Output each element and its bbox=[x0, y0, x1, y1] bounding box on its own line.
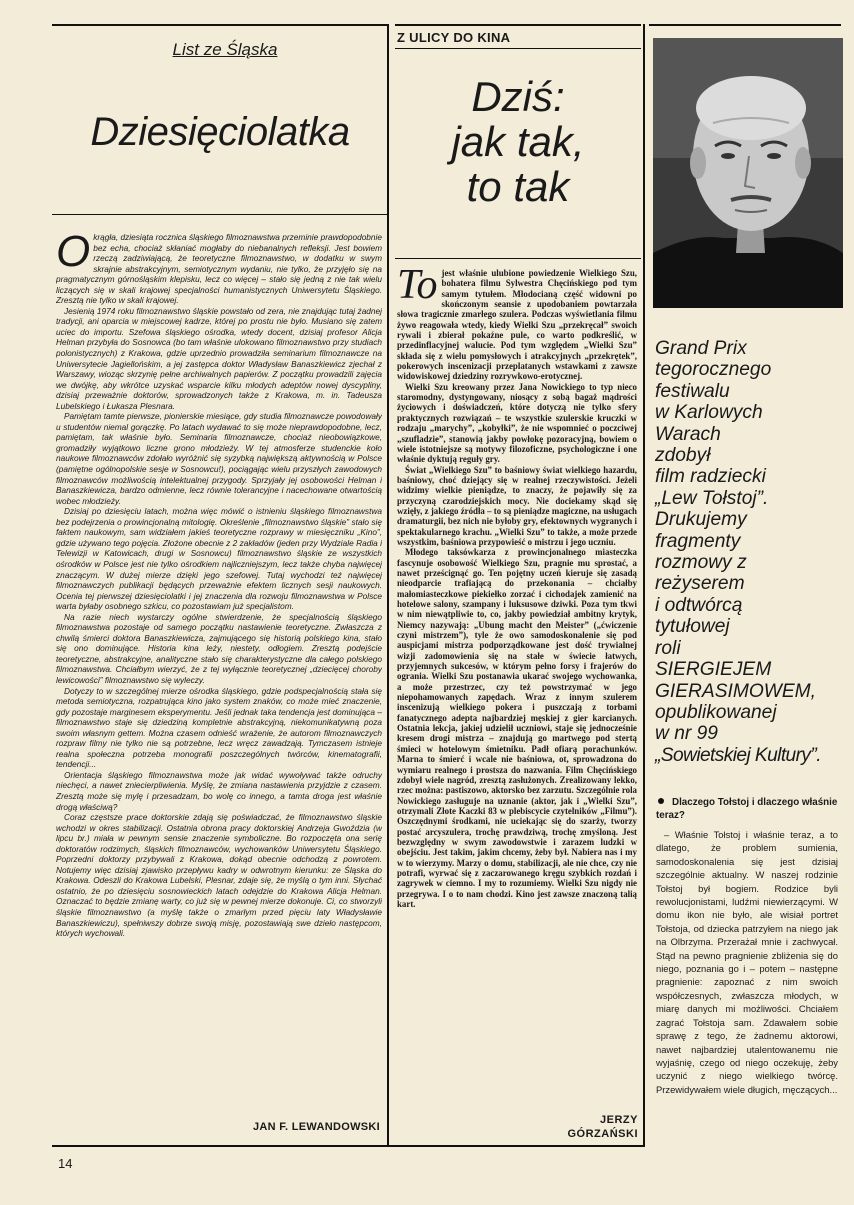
portrait-photo bbox=[653, 38, 843, 308]
title-line: to tak bbox=[466, 163, 570, 210]
top-rule-middle bbox=[395, 24, 641, 26]
paragraph: Świat „Wielkiego Szu” to baśniowy świat wielkiego hazardu, baśniowy, choć dziejący się w realnej rzeczywistości. Jeżeli widzimy wielkie pieniądze, to znaczy, że pojawiły się za przyczyną czarodziejskich mocy. Nie dociekamy skąd się wzięły, z jakiego źródła – to są pieniądze magiczne, na usługach dramaturgii, bez nich nie byłoby gry, efektownych wygranych i spektakularnego krachu. „Wielki Szu” to także, a może przede wszystkim, baśniowa przypowieść o mistrzu i jego uczniu. bbox=[397, 464, 637, 547]
headline-line: „Lew Tołstoj”. bbox=[655, 487, 769, 509]
column-divider-left bbox=[387, 24, 389, 1146]
section-label-underline bbox=[395, 48, 641, 49]
column-divider-right bbox=[643, 24, 645, 1146]
top-rule-left bbox=[52, 24, 388, 26]
headline-line: „Sowietskiej Kultury”. bbox=[655, 744, 821, 766]
author-signature bbox=[520, 1113, 638, 1141]
paragraph: Pamiętam tamte pierwsze, pionierskie miesiące, gdy studia filmoznawcze powodowały u studentów niemal gorączkę. Po latach wydawać to się może nieprawdopodobne, lecz, pamiętam, tak właśnie było. Seminaria filmoznawcze, chociaż nieobowiązkowe, gromadziły wyjątkowo liczne grono młodzieży. W tej atmosferze studenckie koło naukowe filmoznawców zdołało wyróżnić się syzybką największą aktywnością w Polsce (pamiętne ogólnopolskie sesje w Sosnowcu!), pociągając wielu przyszłych zawodowych filmoznawców możliwością intelektualnej przygody. Sprzyjały jej osobowości Helman i Banaszkiewicza, bardzo odmienne, lecz równie tolerancyjne i nacechowane otwartością wobec młodzieży. bbox=[56, 411, 382, 506]
paragraph: Dzisiaj po dziesięciu latach, można więc mówić o istnieniu śląskiego filmoznawstwa bez podejrzenia o prowincjonalną mitologię. Określenie „filmoznawstwo śląskie” stało się faktem naukowym, sam widziałem jakieś teoretyczne rozprawy w miesięczniku „Kino”, gdzie używano tego pojęcia. Złożone obecnie z 2 zakładów (jeden przy Wydziale Radia i Telewizji w Katowicach, drugi w Sosnowcu) filmoznawstwo śląskie ze wszystkich ośrodków w Polsce jest nie tylko ośrodkiem najliczniejszym, lecz także chyba najwięcej znaczącym. W dużej mierze dzięki jego szefowej. Tutaj wychodzi też najwięcej filmoznawczych publikacji będących przeważnie efektem licznych sesji naukowych. Ocenia tej pierwszej dziesięciolatki i jej znaczenia dla rozwoju filmoznawstwa w Polsce warta byłaby osobnego szkicu, co pozostawiam już specjalistom. bbox=[56, 506, 382, 612]
question-text: Dlaczego Tołstoj i dlaczego właśnie teraz? bbox=[656, 797, 838, 821]
headline-line: tegorocznego bbox=[655, 359, 772, 381]
headline-line: film radziecki bbox=[655, 466, 766, 488]
interview-question bbox=[656, 796, 838, 822]
headline-line: festiwalu bbox=[655, 380, 730, 402]
left-title-box-rule bbox=[52, 214, 388, 215]
headline-line: fragmenty bbox=[655, 530, 741, 552]
headline-line: zdobył bbox=[655, 445, 711, 467]
paragraph: Na razie niech wystarczy ogólne stwierdzenie, że specjalnością śląskiego filmoznawstwa pozostaje od samego początku nastawienie teoretyczne. Zwłaszcza z chwilą śmierci doktora Banaszkiewicza, zajmującego się historią polskiego kina, stało się ono dominujące. Historia kina leży, niestety, odłogiem. Zresztą podejście teoretyczne, abstrakcyjne, analityczne stało się charakterystyczne dla całego polskiego filmoznawstwa. Chciałbym wierzyć, że z tej wyłącznie teoretycznej „dziecięcej choroby lewicowości” filmoznawstwo się wyleczy. bbox=[56, 611, 382, 685]
author-line: GÓRZAŃSKI bbox=[567, 1128, 638, 1140]
middle-article-body bbox=[397, 268, 637, 1112]
title-line: jak tak, bbox=[451, 118, 585, 165]
dropcap: To bbox=[397, 268, 438, 308]
top-rule-right bbox=[649, 24, 841, 26]
bottom-rule bbox=[52, 1145, 645, 1147]
interview-headline bbox=[655, 338, 845, 766]
headline-line: opublikowanej bbox=[655, 701, 777, 723]
paragraph: Orientacja śląskiego filmoznawstwa może jak widać wywoływać także odruchy niechęci, a nawet zniecierpliwienia. Myślę, że zmiana nastawienia przyjdzie z czasem. Zresztą może się mylę i przesadzam, bo wolę co innego, a tamta droga jest właśnie drogą właściwą? bbox=[56, 769, 382, 812]
paragraph: Jesienią 1974 roku filmoznawstwo śląskie powstało od zera, nie znajdując tutaj żadnej tradycji, ani oparcia w miejscowej kadrze, której po prostu nie było. Musiano się zatem uciec do importu. Szefowa śląskiego ośrodka, wtedy docent, dzisiaj profesor Alicja Helman przybyła do Sosnowca (bo tam właśnie ulokowano filmoznawstwo przy studiach polonistycznych) z Krakowa, gdzie uprzednio prowadziła seminarium filmoznawcze na Uniwersytecie Jagiellońskim, a jej zastępca doktor Władysław Banaszkiewicz zjechał z Warszawy, wioząc skrzynię pełne archiwalnych papierów. Z początku prowadzili zajęcia we dwójkę, aby wkrótce uzyskać wsparcie kilku młodych adeptów nowej dyscypliny, dzisiaj przeważnie doktorów, sprowadzonych także z Krakowa, m. in. Tadeusza Lubelskiego i Łukasza Plesnara. bbox=[56, 305, 382, 411]
headline-line: Grand Prix bbox=[655, 338, 747, 359]
paragraph: Dotyczy to w szczególnej mierze ośrodka śląskiego, gdzie podspecjalnością stała się metoda semiotyczna, rozpatrująca kino jako system znaków, co może mieć znaczenie, gdy pozostaje marginesem eksperymentu. Jeśli jednak taka tendencja jest dominująca – filmoznawstwo staje się dziedziną kompletnie abstrakcyjną, niekomunikatywną poza swoim własnym gettem. Można czasem odnieść wrażenie, że autorom filmoznawczych rozpraw filmy nie tylko nie są potrzebne, lecz wręcz zawadzają. Tymczasem istnieje realna społeczna potrzeba monografii poszczególnych twórców, kinematografii, tendencji... bbox=[56, 685, 382, 770]
interview-answer bbox=[656, 828, 838, 1113]
middle-title-rule bbox=[395, 258, 641, 259]
paragraph: Coraz częstsze prace doktorskie zdają się poświadczać, że filmoznawstwo śląskie wchodzi w okres stabilizacji. Ostatnia obrona pracy doktorskiej Andrzeja Gwoździa (w lipcu br.) miała w pewnym sensie znaczenie symboliczne. Bo rozpoczęta ona serię doktoratów rodzimych, śląskich filmoznawców, wychowanków Uniwersytetu Śląskiego. Poprzedni doktorzy przybywali z Krakowa, dokąd obecnie odchodzą z powrotem. Notujemy więc dzisiaj zjawisko przepływu kadry w odwrotnym kierunku: ze Śląska do Krakowa. Odeszli do Krakowa Lubelski, Plesnar, zdaje się, że myślą o tym inni. Słychać ostatnio, że po dziesięciu sosnowieckich latach odejdzie do Krakowa Alicja Helman. Oznaczać to będzie zmianę warty, co już się w pewnej mierze dokonuje. Ci, co stworzyli śląskie filmoznawstwo (a myślę także o zmarłym przed pięciu laty Władysławie Banaszkiewiczu), spełniwszy dobrze swoją misję, pozostawiają swe dzieło następcom, których wychowali. bbox=[56, 812, 382, 939]
headline-line: SIERGIEJEM bbox=[655, 659, 772, 681]
headline-line: GIERASIMOWEM, bbox=[655, 680, 816, 702]
left-article-body bbox=[56, 232, 382, 1100]
headline-line: Warach bbox=[655, 423, 721, 445]
title-line: Dziś: bbox=[471, 73, 565, 120]
author-line: JERZY bbox=[600, 1114, 638, 1126]
dropcap: O bbox=[56, 232, 91, 276]
headline-line: roli bbox=[655, 637, 681, 659]
paragraph: Młodego taksówkarza z prowincjonalnego miasteczka fascynuje osobowość Wielkiego Szu, pragnie mu sprostać, a nawet prześcignąć go. Ten pojętny uczeń kieruje się zasadą nieodparcie trafiającą do przekonania – chciałby małomiasteczkowe piekiełko zorzać i cichodajek zamienić na hotelowe salony, szampany i luksusowe dziwki. Poza tym tkwi w nim niewątpliwie to, co, jakby powiedział ambitny krytyk, Niemcy nazywają: „Ubung macht den Meister” („ćwiczenie czyni mistrzem”), tyle że owo samodoskonalenie się pod auspicjami mistrza podporządkowane jest dość trywialnej wizji zadomowienia się na stałe w świecie łatwych, przyjemnych sukcesów, w którym pełno forsy i frajerów do ogrania. Wielki Szu postanawia ukarać swojego wychowanka, a może przestrzec, czy też powstrzymać w jego niepohamowanych zapędach. Wraz z innym szulerem inscenizują wielkiego pokera i puszczają z torbami fanatycznego adepta najbardziej męskiej z gier karcianych. Ostatnia lekcja, jakiej udzielił uczniowi, staje się jednocześnie kresem drogi mistrza – znajdują go martwego pod stertą śmieci w hotelowym śmietniku. Padł ofiarą porachunków. Marna to śmierć i wcale nie baśniowa, ot, sprowadzona do wymiaru realnego i prostsza do nazwania. Film Chęcińskiego zdobył wiele nagród, zresztą zasłużonych. Zrealizowany lekko, rzec można: pastiszowo, aktorsko bez zarzutu. Szczególnie rola Nowickiego zasługuje na uznanie (aktor, jak i „Wielki Szu”, otrzymali Złote Kaczki 83 w plebiscycie czytelników „Filmu”). Oszczędnymi środkami, nie uciekając się do szarży, tworzy postać arcyszulera, trochę prawdziwą, trochę zmyśloną. Jest bezwzględny w swym zawodowstwie i zarazem ludzki w obejściu. Jest takim, jakim chcemy, żeby był. Nabiera nas i my w to wierzymy. Marzy o domu, stabilizacji, ale nie chce, czy nie potrafi, wyrwać się z zaczarowanego kręgu szybkich rozdań i zagrywek w ciemno. I my to rozumiemy. Wielki Szu nigdy nie przegrywa. I o to nam chodzi. Kino jest zawsze znaczoną talią kart. bbox=[397, 547, 637, 909]
headline-line: i odtwórcą bbox=[655, 594, 743, 616]
portrait-figure bbox=[653, 38, 843, 308]
page-number: 14 bbox=[58, 1156, 73, 1171]
headline-line: Drukujemy bbox=[655, 509, 747, 531]
paragraph: – Właśnie Tołstoj i właśnie teraz, a to dlatego, że problem sumienia, samodoskonalenia się jest dzisiaj szczególnie aktualny. W naszej rodzinie Tołstoj był bogiem. Rodzice byli rewolucjonistami, ludźmi niewierzącymi. W domu ikon nie było, ale wisiał portret Tołstoja, od dziecka patrzyłem na niego jak na Olbrzyma. Przerażał mnie i zachwycał. Stąd na pewno pragnienie zbliżenia się do niego, poznania go i – potem – następne pragnienie: zapoznać z nim swoich współczesnych, zwłaszcza młodych, w miarę danych mi możliwości. Chciałem zagrać Tołstoja sam. Zdawałem sobie sprawę z tego, że żadnemu aktorowi, nawet najbardziej utalentowanemu nie wyjaśnię, czego od niego oczekuję, żeby uczynić z niego wielkiego twórcę. Przewidywałem wiele długich, męczących... bbox=[656, 829, 838, 1095]
paragraph: krągła, dziesiąta rocznica śląskiego filmoznawstwa przeminie prawdopodobnie bez echa, chociaż skłaniać mogłaby do niebanalnych refleksji. Jest bowiem rzeczą zadziwiającą, że teoretyczne filmoznawstwo, w dodatku w swym skrajnie abstrakcyjnym, semiotycznym wydaniu, nie tylko, że przyjęło się na pragmatycznym górnośląskim klepisku, lecz co więcej – stało się jedną z nie tak wielu liczących się w skali krajowej specjalności humanistycznych Uniwersytetu Śląskiego. Zresztą nie tylko w skali krajowej. bbox=[56, 232, 382, 306]
section-label: Z ULICY DO KINA bbox=[397, 30, 511, 45]
headline-line: rozmowy z bbox=[655, 552, 747, 574]
article-title: Dziesięciolatka bbox=[90, 110, 350, 154]
paragraph: Wielki Szu kreowany przez Jana Nowickiego to typ nieco staromodny, dystyngowany, niosący z sobą bagaż mądrości życiowych i doświadczeń, które dotyczą nie tylko sfery praktycznych rozwiązań – te wszystkie szulerskie kruczki w rodzaju „marychy”, „kobyłki”, że nie wspomnieć o poczciwej „szufladzie”, stanowią jakby powłokę pozoracyjną, bowiem o wiele istotniejsze są motywy filozoficzne, psychologiczne i one właśnie dyktują reguły gry. bbox=[397, 381, 637, 465]
headline-line: tytułowej bbox=[655, 616, 730, 638]
article-kicker: List ze Śląska bbox=[172, 40, 278, 59]
paragraph: jest właśnie ulubione powiedzenie Wielkiego Szu, bohatera filmu Sylwestra Chęcińskiego pod tym samym tytułem. Młodocianą część widowni po skończonym seansie z upodobaniem powtarzała słowa tragicznie zmarłego szulera. Podczas wyświetlania filmu żywo reagowała wtedy, kiedy Wielki Szu „przekręcał” swoich rywali i zbierał pokaźne pule, co warto podkreślić, w przedinflacyjnej walucie. Pod tym względem „Wielki Szu” składa się z wielu pomysłowych i atrakcyjnych „przekrętek”, pokerowych inscenizacji przeplatanych wstawkami z zawsze widowiskowej dziedziny rozrywkowo-erotycznej. bbox=[397, 268, 637, 382]
middle-title bbox=[400, 74, 636, 209]
headline-line: w nr 99 bbox=[655, 723, 718, 745]
bullet-icon bbox=[658, 798, 664, 804]
headline-line: w Karlowych bbox=[655, 402, 763, 424]
author-signature: JAN F. LEWANDOWSKI bbox=[252, 1121, 380, 1133]
headline-line: reżyserem bbox=[655, 573, 745, 595]
